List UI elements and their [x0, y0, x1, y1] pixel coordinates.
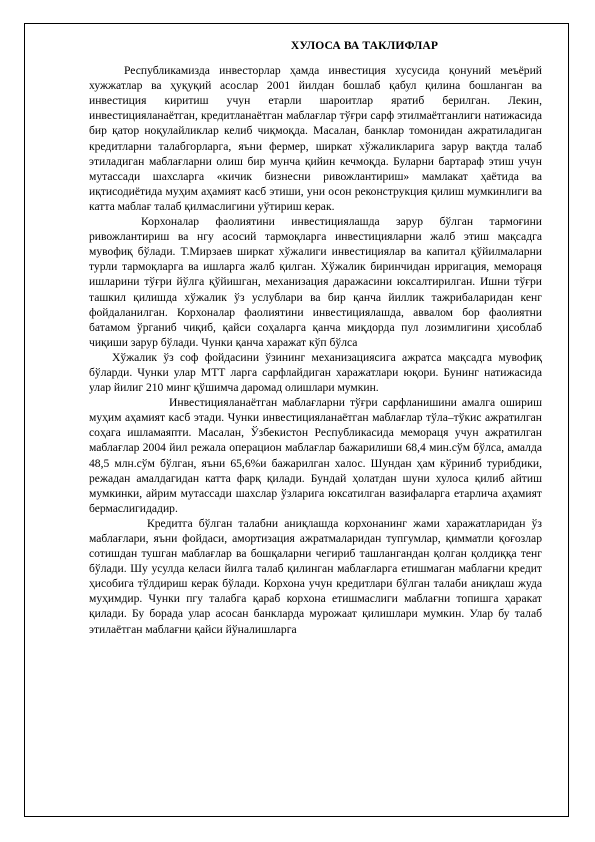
paragraph-enterprise-investment: Корхоналар фаолиятини инвестициялашда зарур бўлган тармоғини ривожлантириш ва нгу асосий тармоқларга инвестицияларни жалб этиш мақсадга мувофиқ бўлади. Т.Мирзаев ширкат хўжалиги инвестициялар ва капитал қўйилмаларни турли тармоқларга ва ишларга жалб қилган. Хўжалик биринчидан ирригация, мемораця ишларини тўғри йўлга қўйишган, механизация даражасини юксалтирилган. Ишни тўғри ташкил қилишда хўжалик ўз услублари ва бир қанча йиллик тажрибаларидан кенг фойдаланилган. Корхоналар фаолиятини инвестициялашда, аввалом бор фаолиятни батамом ўрганиб чиқиб, қайси соҳаларга қанча миқдорда пул лозимлигини ҳисоблаб чиқиши зарур бўлади. Чунки қанча харажат кўп бўлса: [89, 215, 542, 349]
document-body: [89, 38, 542, 637]
document-title: ХУЛОСА ВА ТАКЛИФЛАР: [290, 39, 439, 52]
paragraph-farm-profit: Хўжалик ўз соф фойдасини ўзининг механизациясига ажратса мақсадга мувофиқ бўларди. Чунки улар МТТ ларга сарфлайдиган харажатлари юқори. Бунинг натижасида улар йилиг 210 минг қўшимча даромад олишлари мумкин.: [89, 350, 542, 395]
paragraph-fund-allocation: Инвестицияланаётган маблағларни тўғри сарфланишини амалга ошириш муҳим аҳамият касб этади. Чунки инвестицияланаётган маблағлар тўла–тўкис ажратилган соҳага ишламаяпти. Масалан, Ўзбекистон Республикасида мемораця учун ажратилган маблағлар 2004 йил режала операцион маблағлар бажарилиши 68,4 мин.сўм бўлса, амалда 48,5 млн.сўм бўлган, яъни 65,6%и бажарилган халос. Шундан ҳам кўриниб турибдики, режадан амалдагидан катта фарқ қилади. Бундай ҳолатдан шуни хулоса қилиб айтиш мумкинки, айрим мутассади шахслар ўзларига юксатилган вазифаларга етарлича аҳамият бермаслигидадир.: [89, 396, 542, 515]
paragraph-credit-demand: Кредитга бўлган талабни аниқлашда корхонанинг жами харажатларидан ўз маблағлари, яъни фойдаси, амортизация ажратмаларидан тупгумлар, қимматли қоғозлар сотишдан тушган маблағлар ва бошқаларни чегириб ташлангандан қолган қолдиққа тенг бўлади. Шу усулда келаси йилга талаб қилинган маблағларга етишмаган маблағни кредит ҳисобига тўлдириш керак бўлади. Корхона учун кредитлари бўлган талаби аниқлаш жуда муҳимдир. Чунки пгу талабга қараб корхона етишмаслиги маблағни топишга ҳаракат қилади. Бу борада улар асосан банкларда мурожаат қилишлари мумкин. Улар бу талаб этилаётган маблағни қайси йўналишларга: [89, 516, 542, 636]
paragraph-investment-legal-basis: Республикамизда инвесторлар ҳамда инвестиция хусусида қонуний меъёрий хужжатлар ва ҳуқуқий асослар 2001 йилдан бошлаб қабул қилина бошланган ва инвестиция киритиш учун етарли шароитлар яратиб берилган. Лекин, инвестицияланаётган, кредитланаётган маблағлар тўғри сарф этилмаётганлиги натижасида бир қатор ноқулайликлар келиб чиқмоқда. Масалан, банклар томонидан ажратиладиган кредитларни талабгорларга, яъни фермер, ширкат хўжаликларига зарур вақтда талаб этиладиган маблағларни олиш бир мунча қийин кечмоқда. Буларни бартараф этиш учун мутассади шахсларга «кичик бизнесни ривожлантириш» мамлакат ҳаётида ва иқтисодиётида муҳим аҳамият касб этиши, уни осон реконструкция қилиш мумкинлиги ва катта маблағ талаб қилмаслигини уўтириш керак.: [89, 64, 542, 213]
